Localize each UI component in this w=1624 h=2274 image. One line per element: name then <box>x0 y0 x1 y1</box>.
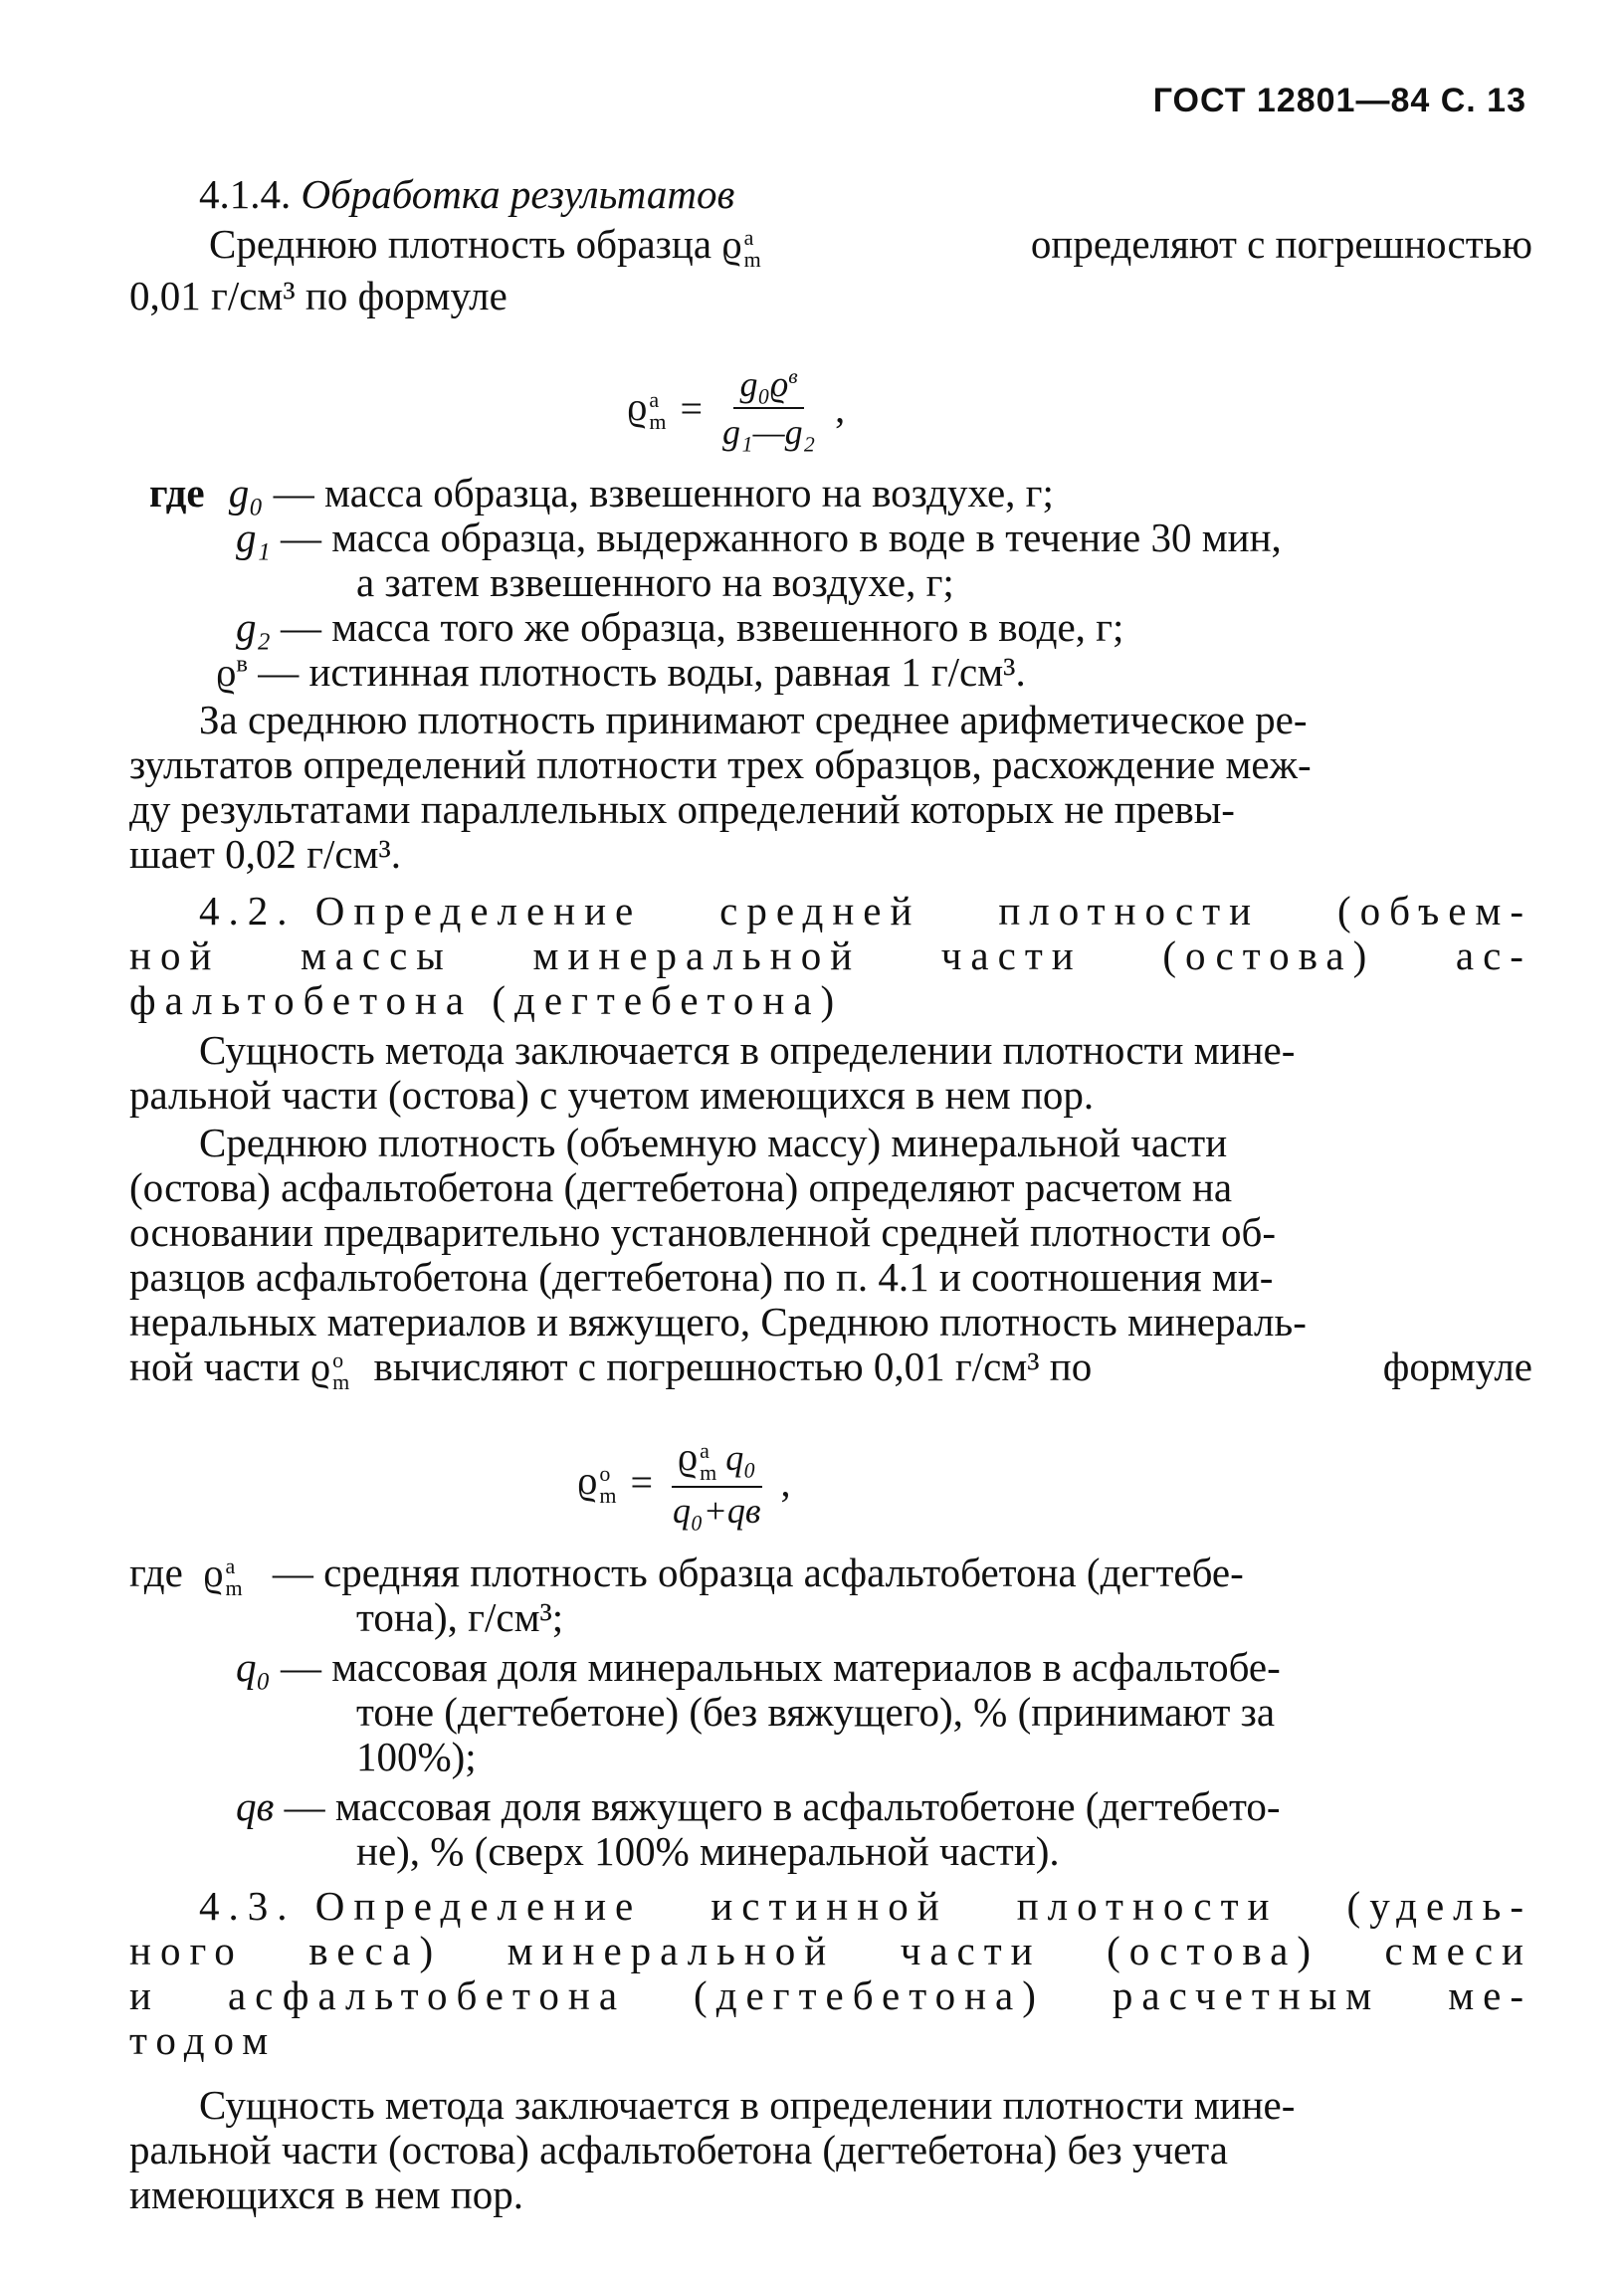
paragraph-line: имеющихся в нем пор. <box>129 2171 523 2217</box>
definition-q0: q₀ — массовая доля минеральных материалов в асфальтобе- <box>236 1644 1281 1690</box>
definition-q0-cont: 100%); <box>356 1734 477 1779</box>
paragraph-line: ральной части (остова) асфальтобетона (дегтебетона) без учета <box>129 2127 1228 2172</box>
definition-rho-am: где ϱ a m — средняя плотность образца асфальтобетона (дегтебе- <box>129 1550 1244 1600</box>
paragraph-line: (остова) асфальтобетона (дегтебетона) определяют расчетом на <box>129 1164 1233 1210</box>
section-title-4-1-4: 4.1.4. Обработка результатов <box>199 171 735 217</box>
definition-rho-am-cont: тона), г/см³; <box>356 1594 564 1640</box>
paragraph-line: Сущность метода заключается в определении плотности мине- <box>199 2082 1296 2128</box>
definition-qb: qв — массовая доля вяжущего в асфальтобетоне (дегтебето- <box>236 1783 1281 1829</box>
section-title-4-3-line3: и асфальтобетона (дегтебетона) расчетным ме- <box>129 1972 1532 2018</box>
paragraph-line: Среднюю плотность образца ϱ a m определяют с погрешностью <box>209 221 1532 272</box>
paragraph-line: ральной части (остова) с учетом имеющихся в нем пор. <box>129 1072 1095 1118</box>
section-title-4-3-line2: ного веса) минеральной части (остова) смеси <box>129 1928 1532 1973</box>
paragraph-line: За среднюю плотность принимают среднее арифметическое ре- <box>199 697 1308 742</box>
definition-g0: где g₀ — масса образца, взвешенного на воздухе, г; <box>149 470 1054 516</box>
section-title-4-2-line2: ной массы минеральной части (остова) ас- <box>129 932 1532 978</box>
paragraph-line: неральных материалов и вяжущего, Среднюю плотность минераль- <box>129 1299 1307 1344</box>
paragraph-line: основании предварительно установленной средней плотности об- <box>129 1209 1277 1255</box>
definition-g2: g₂ — масса того же образца, взвешенного в воде, г; <box>236 604 1124 650</box>
definition-qb-cont: не), % (сверх 100% минеральной части). <box>356 1828 1060 1874</box>
definition-q0-cont: тоне (дегтебетоне) (без вяжущего), % (принимают за <box>356 1689 1276 1735</box>
paragraph-line: ду результатами параллельных определений которых не превы- <box>129 786 1235 832</box>
page-header: ГОСТ 12801—84 С. 13 <box>1152 82 1526 119</box>
paragraph-line: Сущность метода заключается в определении плотности мине- <box>199 1027 1296 1073</box>
paragraph-line: 0,01 г/см³ по формуле <box>129 273 508 318</box>
formula-density: ϱ a m = $\frac{g_0ϱ^в}{\text{g₁—g₂}}$ , <box>627 364 846 452</box>
paragraph-line: ной части ϱ o m вычисляют с погрешностью 0,01 г/см³ по формуле <box>129 1344 1532 1394</box>
section-title-4-3-line4: тодом <box>129 2017 278 2063</box>
definition-rho-water: $ϱ^в$ — истинная плотность воды, равная 1 г/см³. <box>216 649 1026 695</box>
section-title-4-3: 4.3. Определение истинной плотности (удель- <box>199 1883 1532 1929</box>
formula-mineral-density: ϱ o m = ϱ a m q₀ q₀+qв , <box>577 1434 791 1531</box>
paragraph-line: зультатов определений плотности трех образцов, расхождение меж- <box>129 741 1312 787</box>
paragraph-line: Среднюю плотность (объемную массу) минеральной части <box>199 1120 1228 1165</box>
section-title-4-2: 4.2. Определение средней плотности (объем- <box>199 888 1532 933</box>
definition-g1-cont: а затем взвешенного на воздухе, г; <box>356 559 954 605</box>
paragraph-line: шает 0,02 г/см³. <box>129 831 402 877</box>
paragraph-line: разцов асфальтобетона (дегтебетона) по п. 4.1 и соотношения ми- <box>129 1254 1274 1300</box>
definition-g1: g₁ — масса образца, выдержанного в воде в течение 30 мин, <box>236 515 1282 560</box>
section-title-4-2-line3: фальтобетона (дегтебетона) <box>129 977 844 1023</box>
